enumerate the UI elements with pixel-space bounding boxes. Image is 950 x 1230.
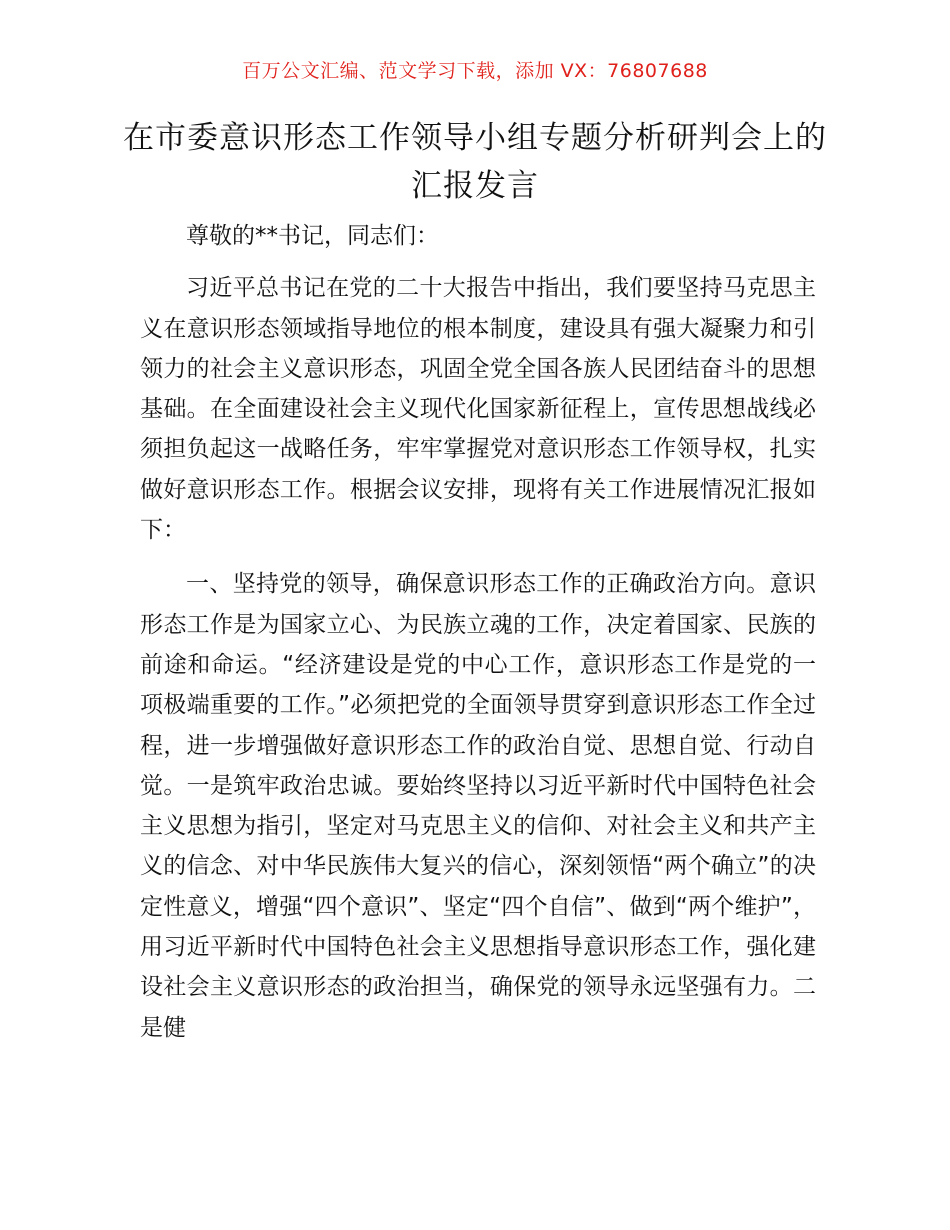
greeting: 尊敬的**书记，同志们： <box>186 223 439 249</box>
paragraph-section-one: 一、坚持党的领导，确保意识形态工作的正确政治方向。意识形态工作是为国家立心、为民族立魂的工作，决定着国家、民族的前途和命运。“经济建设是党的中心工作，意识形态工作是党的一项极端重要的工作。”必须把党的全面领导贯穿到意识形态工作全过程，进一步增强做好意识形态工作的政治自觉、思想自觉、行动自觉。一是筑牢政治忠诚。要始终坚持以习近平新时代中国特色社会主义思想为指引，坚定对马克思主义的信仰、对社会主义和共产主义的信念、对中华民族伟大复兴的信心，深刻领悟“两个确立”的决定性意义，增强“四个意识”、坚定“四个自信”、做到“两个维护”，用习近平新时代中国特色社会主义思想指导意识形态工作，强化建设社会主义意识形态的政治担当，确保党的领导永远坚强有力。二是健 <box>140 571 816 1041</box>
document-title: 在市委意识形态工作领导小组专题分析研判会上的汇报发言 <box>123 120 827 204</box>
document-body <box>140 216 816 1054</box>
paragraph-intro: 习近平总书记在党的二十大报告中指出，我们要坚持马克思主义在意识形态领域指导地位的根本制度，建设具有强大凝聚力和引领力的社会主义意识形态，巩固全党全国各族人民团结奋斗的思想基础。在全面建设社会主义现代化国家新征程上，宣传思想战线必须担负起这一战略任务，牢牢掌握党对意识形态工作领导权，扎实做好意识形态工作。根据会议安排，现将有关工作进展情况汇报如下： <box>140 275 816 544</box>
header-watermark: 百万公文汇编、范文学习下载，添加 VX：76807688 <box>242 60 708 82</box>
